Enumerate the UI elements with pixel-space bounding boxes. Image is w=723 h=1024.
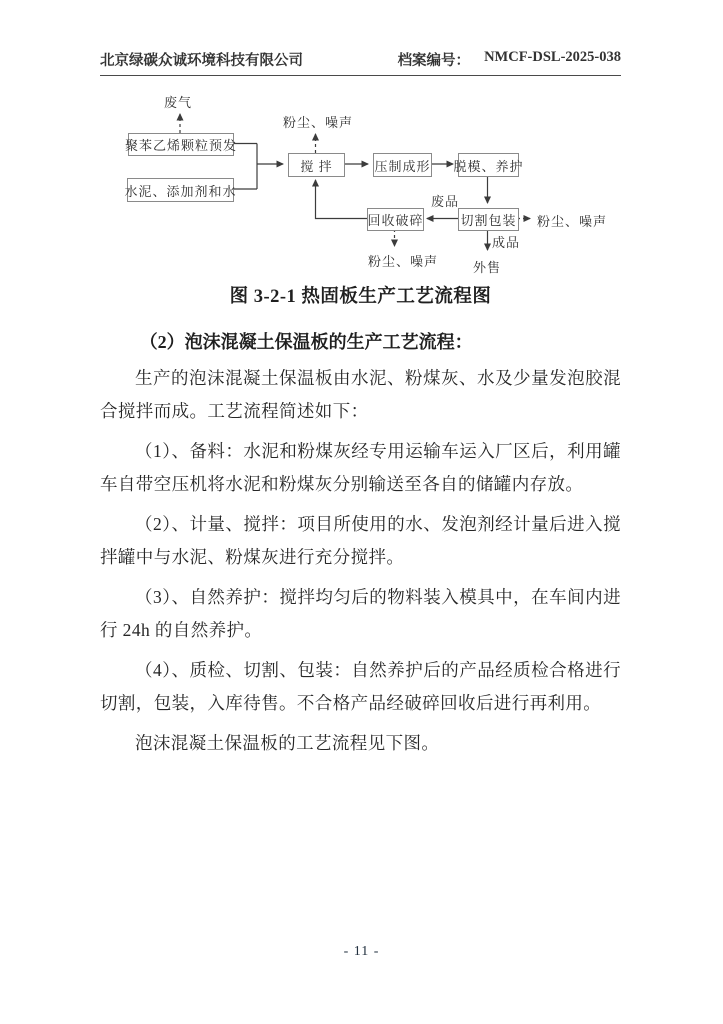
label-waste-product: 废品	[431, 194, 460, 209]
flow-box-materials: 水泥、添加剂和水	[127, 178, 234, 202]
label-dust-noise-recycling: 粉尘、噪声	[368, 254, 439, 269]
label-finished-product: 成品	[492, 235, 521, 250]
flow-box-recycling: 回收破碎	[367, 208, 424, 231]
document-body	[100, 284, 621, 767]
label-dust-noise-mixing: 粉尘、噪声	[283, 115, 354, 130]
page-number: - 11 -	[343, 944, 380, 959]
paragraph: （3）、自然养护：搅拌均匀后的物料装入模具中，在车间内进行 24h 的自然养护。	[100, 587, 621, 640]
page-header	[100, 49, 621, 76]
figure-caption: 图 3-2-1 热固板生产工艺流程图	[229, 287, 492, 307]
archive-label: 档案编号：	[397, 53, 471, 69]
flow-box-demolding: 脱模、养护	[458, 153, 519, 177]
label-external-sale: 外售	[473, 260, 502, 275]
paragraph: （2）、计量、搅拌：项目所使用的水、发泡剂经计量后进入搅拌罐中与水泥、粉煤灰进行充分搅拌。	[100, 514, 621, 567]
company-name: 北京绿碳众诚环境科技有限公司	[100, 53, 303, 69]
paragraph: （4）、质检、切割、包装：自然养护后的产品经质检合格进行切割，包装，入库待售。不合格产品经破碎回收后进行再利用。	[100, 660, 621, 713]
paragraph: （1）、备料：水泥和粉煤灰经专用运输车运入厂区后，利用罐车自带空压机将水泥和粉煤灰分别输送至各自的储罐内存放。	[100, 441, 621, 494]
flow-box-mixing: 搅 拌	[288, 153, 345, 177]
archive-number: NMCF-DSL-2025-038	[484, 49, 621, 65]
label-waste-gas: 废气	[164, 95, 193, 110]
label-dust-noise-cutting: 粉尘、噪声	[537, 214, 608, 229]
flow-box-pre-expansion: 聚苯乙烯颗粒预发	[128, 133, 234, 156]
paragraph: 泡沫混凝土保温板的工艺流程见下图。	[135, 733, 440, 753]
section-heading: （2）泡沫混凝土保温板的生产工艺流程：	[139, 332, 473, 352]
flow-box-cutting: 切割包装	[458, 208, 519, 231]
flow-box-pressing: 压制成形	[373, 153, 432, 177]
process-flowchart	[100, 88, 630, 284]
paragraph: 生产的泡沫混凝土保温板由水泥、粉煤灰、水及少量发泡胶混合搅拌而成。工艺流程简述如下：	[100, 368, 621, 421]
